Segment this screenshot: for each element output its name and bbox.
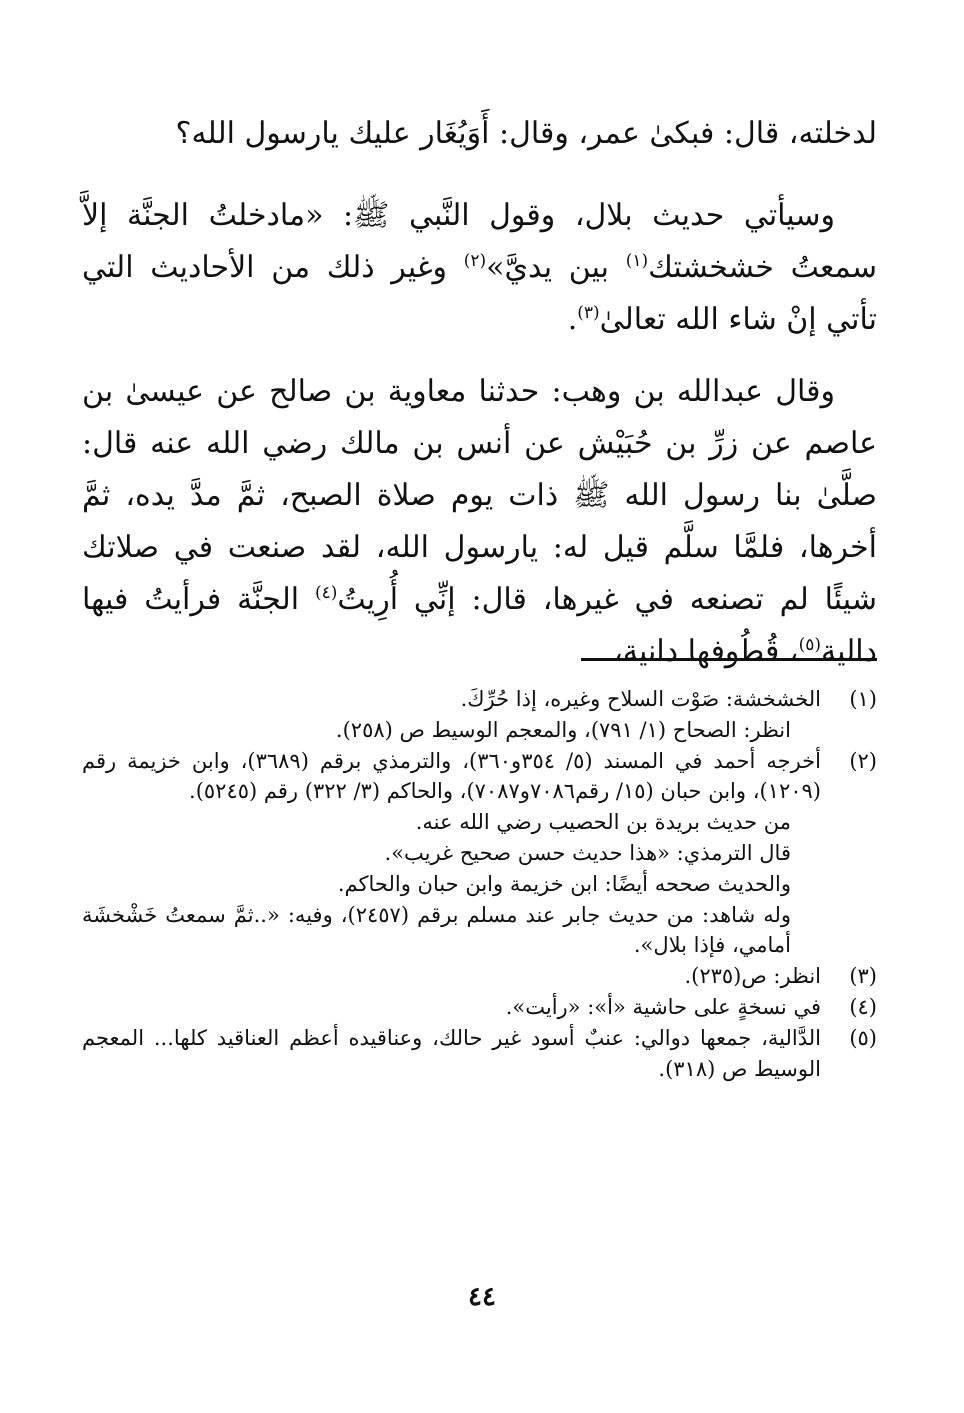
footnote-line: الخشخشة: صَوْت السلاح وغيره، إذا حُرِّكَ.: [460, 687, 821, 711]
paragraph-2-text-b: بين يديَّ»: [486, 250, 626, 285]
footnote-line: أخرجه أحمد في المسند (٥/ ٣٥٤و٣٦٠)، والترمذي برقم (٣٦٨٩)، وابن خزيمة رقم (١٢٠٩)، وابن حبان (١٥/ رقم٧٠٨٦و٧٠٨٧)، والحاكم (٣/ ٣٢٢) رقم (٥٢٤٥).: [82, 748, 821, 804]
footnote-separator: [581, 658, 877, 661]
footnote-3: [82, 961, 877, 992]
footnote-number: (٢): [849, 748, 877, 773]
footnote-ref-1[interactable]: (١): [625, 251, 649, 271]
footnote-line: قال الترمذي: «هذا حديث حسن صحيح غريب».: [384, 840, 791, 865]
footnote-number: (٣): [849, 964, 877, 989]
paragraph-2-text-a: وسيأتي حديث بلال، وقول النَّبي ﷺ: «مادخلتُ الجنَّة إلاَّ سمعتُ خشخشتك: [82, 198, 877, 285]
paragraph-3: [82, 366, 877, 678]
footnote-5: [82, 1023, 877, 1085]
footnote-ref-4[interactable]: (٤): [315, 583, 338, 603]
footnotes: [82, 684, 877, 1084]
footnote-1: [82, 684, 877, 746]
footnote-line: وله شاهد: من حديث جابر عند مسلم برقم (٢٤٥٧)، وفيه: «..ثمَّ سمعتُ خَشْخشَة أمامي، فإذا بلال».: [82, 902, 791, 958]
footnote-number: (٤): [849, 994, 877, 1019]
paragraph-3-text-b: الجنَّة فرأيتُ فيها دالية: [82, 582, 877, 669]
footnote-2: [82, 746, 877, 962]
paragraph-2-text-c: وغير ذلك من الأحاديث التي تأتي إنْ شاء الله تعالىٰ: [82, 250, 877, 337]
footnote-number: (١): [849, 687, 877, 711]
footnote-number: (٥): [849, 1025, 877, 1050]
footnote-line: من حديث بريدة بن الحصيب رضي الله عنه.: [415, 810, 791, 835]
paragraph-3-text-c: ، قُطُوفها دانية،: [613, 634, 799, 669]
paragraph-2: [82, 190, 877, 346]
paragraph-1: [82, 108, 877, 160]
footnote-line: الدَّالية، جمعها دوالي: عنبٌ أسود غير حالك، وعناقيده أعظم العناقيد كلها... المعجم الوسيط ص (٣١٨).: [82, 1025, 821, 1081]
footnote-line: والحديث صححه أيضًا: ابن خزيمة وابن حبان والحاكم.: [337, 871, 791, 896]
paragraph-2-text-d: .: [567, 302, 578, 337]
paragraph-3-text-a: وقال عبدالله بن وهب: حدثنا معاوية بن صالح عن عيسىٰ بن عاصم عن زرِّ بن حُبَيْش عن أنس بن مالك رضي الله عنه قال: صلَّىٰ بنا رسول الله ﷺ ذات يوم صلاة الصبح، ثمَّ مدَّ يده، ثمَّ أخرها، فلمَّا سلَّم قيل له: يارسول الله، لقد صنعت في صلاتك شيئًا لم تصنعه في غيرها، قال: إنِّي أُرِيتُ: [82, 374, 877, 617]
page-number: ٤٤: [468, 1282, 496, 1312]
paragraph-1-text: لدخلته، قال: فبكىٰ عمر، وقال: أَوَيُغَار عليك يارسول الله؟: [175, 116, 877, 151]
footnote-ref-5[interactable]: (٥): [798, 635, 822, 655]
footnote-line: في نسخةٍ على حاشية «أ»: «رأيت».: [505, 994, 821, 1019]
footnote-ref-3[interactable]: (٣): [577, 303, 600, 323]
footnote-line: انظر: الصحاح (١/ ٧٩١)، والمعجم الوسيط ص (٢٥٨).: [335, 717, 791, 742]
footnote-ref-2[interactable]: (٢): [463, 251, 487, 271]
footnote-4: [82, 992, 877, 1023]
footnote-line: انظر: ص(٢٣٥).: [684, 964, 821, 989]
